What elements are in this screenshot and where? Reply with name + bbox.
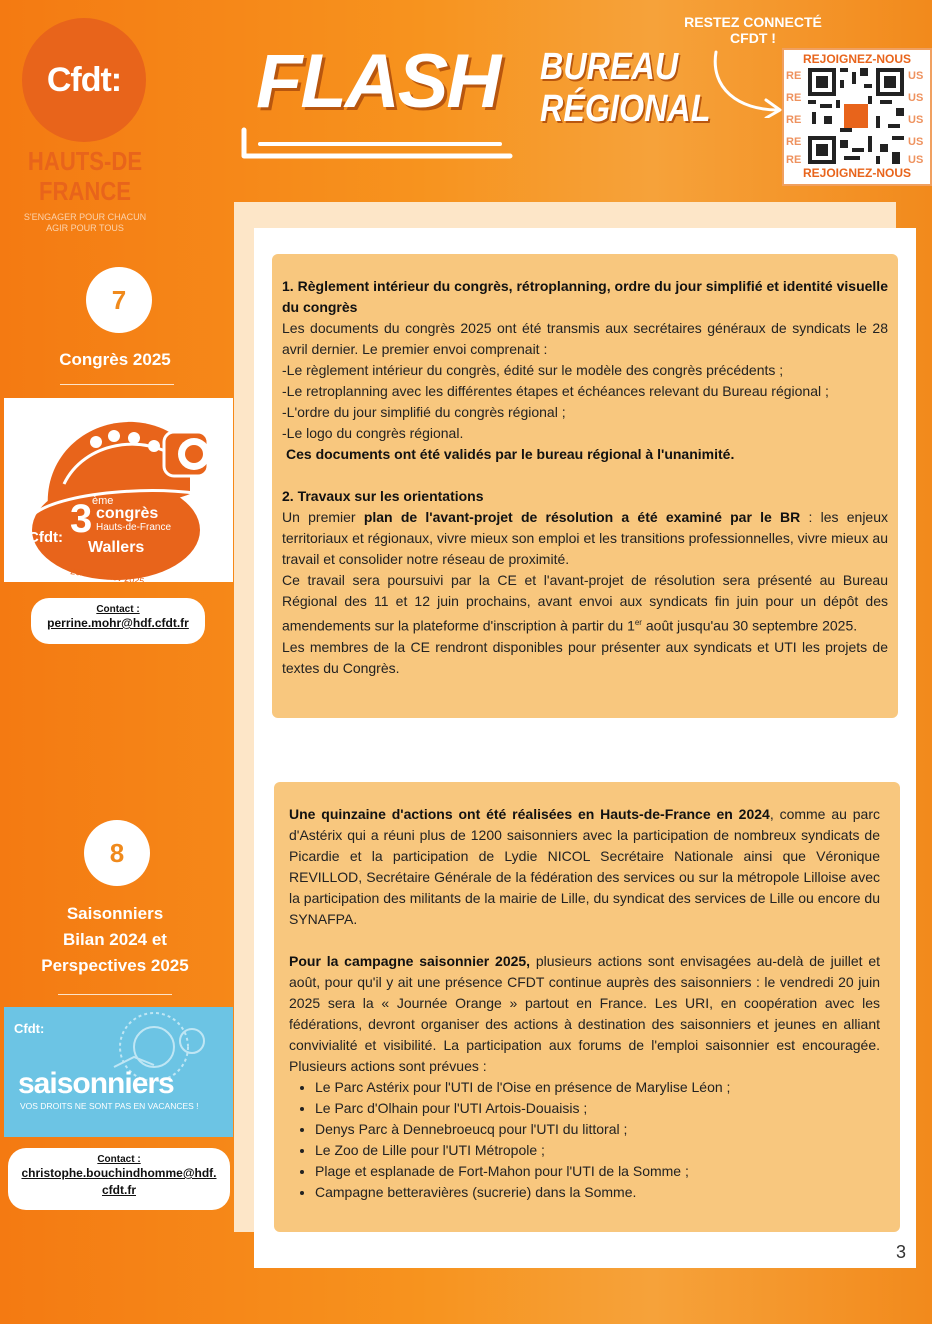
curved-arrow-icon bbox=[708, 48, 788, 118]
section-8-title bbox=[20, 901, 210, 979]
saisonniers-banner-brand: Cfdt: bbox=[14, 1021, 45, 1036]
contact-email-link-line-1[interactable]: christophe.bouchindhomme@hdf. bbox=[21, 1166, 217, 1180]
congress-list-item: -Le retroplanning avec les différentes étapes et échéances relevant du Bureau régional ; bbox=[282, 383, 829, 399]
saisonniers-box bbox=[274, 782, 900, 1232]
qr-side-left-3: RE bbox=[786, 114, 802, 126]
list-item: • Le Parc d'Olhain pour l'UTI Artois-Douaisis ; bbox=[315, 1098, 880, 1119]
congress-logo-ordinal: 3 bbox=[70, 497, 93, 541]
list-item: • Le Parc Astérix pour l'UTI de l'Oise en présence de Marylise Léon ; bbox=[315, 1077, 880, 1098]
qr-side-left-4: RE bbox=[786, 136, 802, 148]
contact-label: Contact : bbox=[96, 604, 140, 615]
contact-label: Contact : bbox=[97, 1154, 141, 1165]
section-8-divider bbox=[58, 994, 172, 995]
congress-helmet-icon bbox=[4, 398, 233, 582]
bureau-regional-title bbox=[540, 46, 710, 130]
restez-line-2: CFDT ! bbox=[730, 30, 776, 46]
cfdt-logo bbox=[22, 18, 146, 142]
congress-logo-city: Wallers bbox=[88, 539, 145, 556]
flash-title: FLASH bbox=[256, 39, 500, 124]
congress-list-item: -L'ordre du jour simplifié du congrès régional ; bbox=[282, 404, 566, 420]
qr-side-right-5: US bbox=[908, 154, 924, 166]
list-item: • Denys Parc à Dennebroeucq pour l'UTI du littoral ; bbox=[315, 1119, 880, 1140]
saisonniers-paragraph-2: Pour la campagne saisonnier 2025, plusieurs actions sont envisagées au-delà de juillet et août, pour qu'il y ait une présence CFDT continue auprès des saisonniers : le vendredi 20 juin 2025 sera la « Journée Orange » partout en France. Les URI, en coopération avec les fédérations, devront organiser des actions à destination des saisonniers et jeunes en alliant convivialité et visibilité. La participation aux forums de l'emploi saisonnier est encouragée. Plusieurs actions sont prévues : bbox=[289, 953, 880, 1074]
qr-code-block[interactable] bbox=[782, 48, 932, 186]
section-7-title: Congrès 2025 bbox=[59, 350, 171, 369]
stay-connected-text bbox=[668, 14, 838, 46]
region-name bbox=[21, 146, 149, 206]
contact-box-congress bbox=[31, 598, 205, 644]
section-number-7: 7 bbox=[86, 267, 152, 333]
bureau-line-2: RÉGIONAL bbox=[540, 88, 711, 130]
contact-email-link[interactable]: perrine.mohr@hdf.cfdt.fr bbox=[47, 616, 189, 630]
section-8-title-line-2: Bilan 2024 et bbox=[63, 930, 167, 949]
qr-side-right-4: US bbox=[908, 136, 924, 148]
saisonniers-banner-graphic bbox=[4, 1007, 233, 1137]
congress-list-item: -Le logo du congrès régional. bbox=[282, 425, 464, 441]
congress-logo-dates: 26/27/28 nov 2025 bbox=[69, 566, 145, 582]
flash-underline-icon bbox=[240, 126, 518, 162]
tagline bbox=[10, 212, 160, 234]
saisonniers-actions-list bbox=[289, 1077, 880, 1203]
qr-side-right-1: US bbox=[908, 70, 924, 82]
region-line-2: FRANCE bbox=[38, 176, 132, 206]
qr-label-bottom: REJOIGNEZ-NOUS bbox=[802, 166, 911, 180]
qr-label-top: REJOIGNEZ-NOUS bbox=[802, 52, 911, 66]
qr-side-right-2: US bbox=[908, 92, 924, 104]
logo-text: Cfdt: bbox=[46, 60, 122, 99]
qr-side-left-5: RE bbox=[786, 154, 802, 166]
congress-list-item: -Le règlement intérieur du congrès, édité sur le modèle des congrès précédents ; bbox=[282, 362, 784, 378]
list-item: • Campagne betteravières (sucrerie) dans la Somme. bbox=[315, 1182, 880, 1203]
region-line-1: HAUTS-DE bbox=[27, 146, 143, 176]
page-number: 3 bbox=[896, 1242, 907, 1262]
congress-paragraph-2: Un premier plan de l'avant-projet de résolution a été examiné par le BR : les enjeux territoriaux et régionaux, vivre mieux son emploi et les transitions professionnelles, vivre mieux au travail et consolider notre réseau de proximité. bbox=[282, 509, 888, 567]
congress-paragraph-4: Les membres de la CE rendront disponibles pour présenter aux syndicats et UTI les projets de textes du Congrès. bbox=[282, 638, 888, 676]
contact-box-saisonniers bbox=[8, 1148, 230, 1210]
congress-logo-region: Hauts-de-France bbox=[96, 522, 172, 533]
congress-box bbox=[272, 254, 898, 718]
saisonniers-paragraph-1: Une quinzaine d'actions ont été réalisées en Hauts-de-France en 2024, comme au parc d'Astérix qui a réuni plus de 1200 saisonniers avec la participation de nombreux syndicats de Picardie et la participation de Lydie NICOL Secrétaire Nationale ainsi que Véronique REVILLOD, Secrétaire Générale de la fédération des services ou sur la métropole Lilloise avec la participation des militants de la mairie de Lille, du syndicat des services de Lille ou encore du SYNAFPA. bbox=[289, 806, 880, 927]
section-number-8: 8 bbox=[84, 820, 150, 886]
congress-heading-1: 1. Règlement intérieur du congrès, rétroplanning, ordre du jour simplifié et identité visuelle du congrès bbox=[282, 278, 888, 315]
qr-code-icon bbox=[808, 68, 904, 164]
congress-paragraph-3: Ce travail sera poursuivi par la CE et l'avant-projet de résolution sera présenté au Bureau Régional des 11 et 12 juin prochains, avant envoi aux syndicats fin juin pour un dépôt des amendements sur la plateforme d'inscription à partir du 1er août jusqu'au 30 septembre 2025. bbox=[282, 572, 888, 634]
saisonniers-banner-word: saisonniers bbox=[18, 1067, 174, 1100]
section-8-title-line-1: Saisonniers bbox=[66, 904, 164, 923]
qr-side-left-2: RE bbox=[786, 92, 802, 104]
congress-paragraph-1: Les documents du congrès 2025 ont été transmis aux secrétaires généraux de syndicats le 28 avril dernier. Le premier envoi comprenait : bbox=[282, 320, 888, 357]
section-7-divider bbox=[60, 384, 174, 385]
list-item: • Plage et esplanade de Fort-Mahon pour l'UTI de la Somme ; bbox=[315, 1161, 880, 1182]
congress-heading-2: 2. Travaux sur les orientations bbox=[282, 488, 484, 504]
list-item: • Le Zoo de Lille pour l'UTI Métropole ; bbox=[315, 1140, 880, 1161]
congress-logo-brand: Cfdt: bbox=[28, 529, 63, 546]
tagline-line-1: S'ENGAGER POUR CHACUN bbox=[23, 212, 147, 222]
saisonniers-banner bbox=[4, 1007, 233, 1137]
congress-logo bbox=[4, 398, 233, 582]
qr-side-left-1: RE bbox=[786, 70, 802, 82]
saisonniers-banner-slogan: VOS DROITS NE SONT PAS EN VACANCES ! bbox=[20, 1101, 199, 1111]
congress-logo-ordinal-suffix: ème bbox=[92, 495, 114, 507]
section-8-title-line-3: Perspectives 2025 bbox=[41, 956, 189, 975]
congress-validated: Ces documents ont été validés par le bureau régional à l'unanimité. bbox=[286, 446, 735, 462]
restez-line-1: RESTEZ CONNECTÉ bbox=[684, 14, 822, 30]
bureau-line-1: BUREAU bbox=[540, 46, 679, 88]
tagline-line-2: AGIR POUR TOUS bbox=[46, 223, 124, 233]
contact-email-link-line-2[interactable]: cfdt.fr bbox=[102, 1183, 136, 1197]
qr-side-right-3: US bbox=[908, 114, 924, 126]
congress-logo-word: congrès bbox=[96, 505, 159, 522]
